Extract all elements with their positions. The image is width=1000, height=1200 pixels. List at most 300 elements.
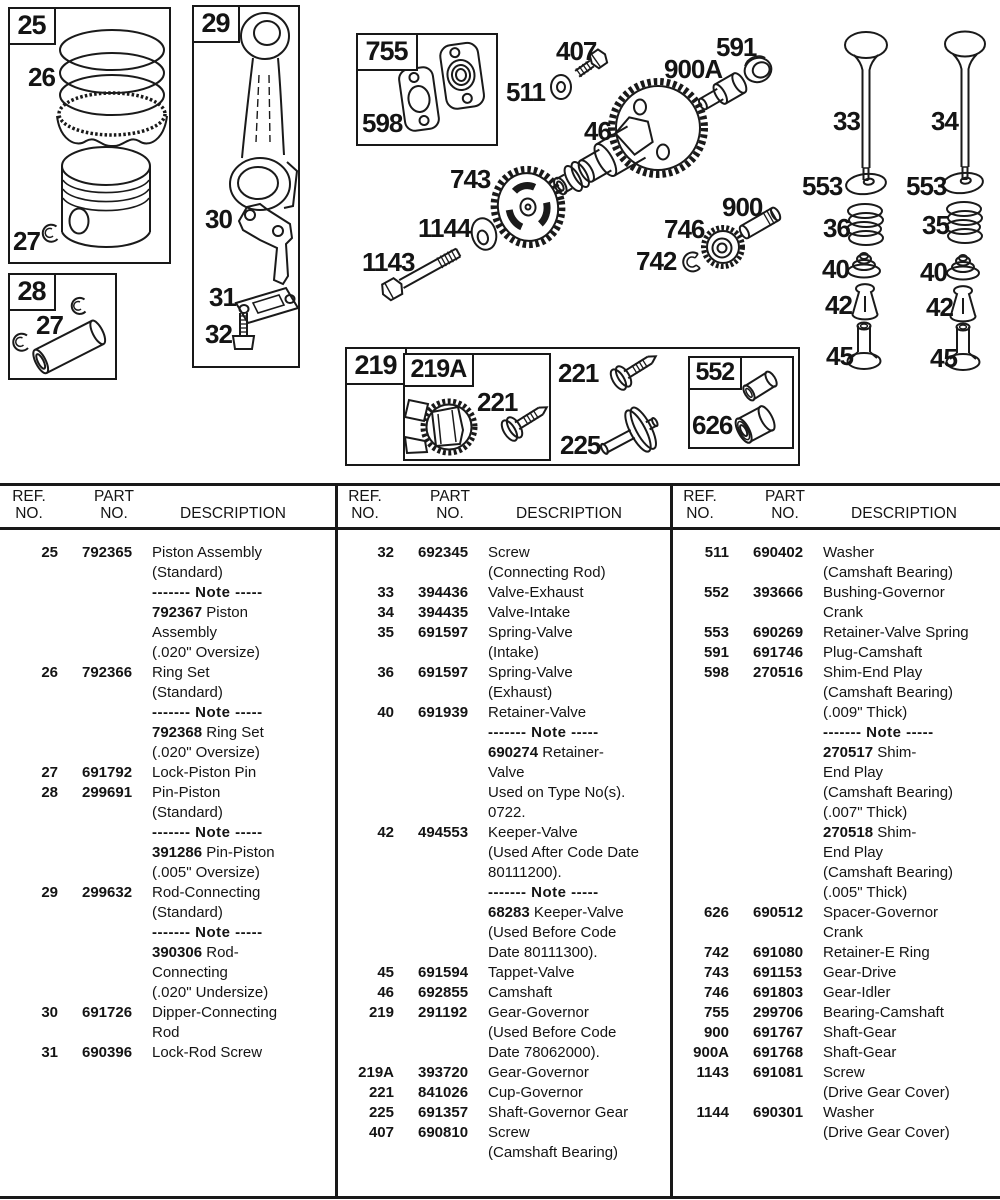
part-no-cell: 691153 (753, 964, 803, 981)
callout-42r: 42 (926, 292, 953, 322)
part-no-cell: 299706 (753, 1004, 804, 1021)
description-cell: 0722. (488, 804, 526, 821)
part-no-cell (418, 683, 480, 703)
valve-keeper-left-drawing (853, 284, 878, 319)
ref-no-cell: 900A (693, 1044, 729, 1061)
table-row (336, 1023, 672, 1043)
description-cell: Lock-Piston Pin (152, 764, 257, 781)
description-cell: 792367 Piston (152, 604, 248, 621)
ref-no-cell: 742 (703, 944, 729, 961)
ref-no-cell (0, 983, 58, 1003)
table-header-row (336, 488, 672, 522)
part-no-cell (82, 563, 144, 583)
callout-42l: 42 (825, 290, 852, 320)
description-cell: ------- Note ----- (152, 584, 263, 601)
description-cell: Gear-Governor (488, 1004, 589, 1021)
box-label-552: 552 (688, 356, 743, 390)
table-row (0, 583, 336, 603)
table-row (671, 563, 1000, 583)
ref-no-cell (336, 903, 394, 923)
ref-no-cell: 591 (703, 644, 729, 661)
part-no-cell (418, 763, 480, 783)
ref-no-cell: 219A (358, 1064, 394, 1081)
part-no-cell: 690269 (753, 624, 804, 641)
part-no-cell (418, 783, 480, 803)
description-cell: Date 78062000). (488, 1044, 600, 1061)
ref-no-cell (336, 783, 394, 803)
ref-no-cell (671, 723, 729, 743)
description-cell: (Camshaft Bearing) (823, 684, 954, 701)
callout-591: 591 (716, 32, 757, 62)
description-cell: (.020" Undersize) (152, 984, 269, 1001)
table-row (0, 543, 336, 563)
part-no-cell (82, 963, 144, 983)
table-row (336, 603, 672, 623)
box-label-25: 25 (8, 7, 56, 45)
ref-no-cell (671, 703, 729, 723)
description-cell: Spring-Valve (488, 624, 573, 641)
description-cell: End Play (823, 764, 884, 781)
valve-retainer-right-drawing (947, 255, 979, 280)
description-cell: Lock-Rod Screw (152, 1044, 263, 1061)
callout-40l: 40 (822, 254, 849, 284)
table-row (336, 943, 672, 963)
description-cell: 390306 Rod- (152, 944, 239, 961)
ref-no-cell (0, 823, 58, 843)
callout-26: 26 (28, 62, 55, 92)
table-row (336, 763, 672, 783)
description-cell: Gear-Drive (823, 964, 897, 981)
ref-no-cell: 36 (377, 664, 394, 681)
table-row (0, 663, 336, 683)
callout-225: 225 (560, 430, 601, 460)
description-cell: Retainer-E Ring (823, 944, 930, 961)
callout-45r: 45 (930, 343, 957, 373)
part-no-header: PART NO. (765, 488, 805, 522)
description-cell: (Used Before Code (488, 1024, 617, 1041)
part-no-cell (82, 743, 144, 763)
table-row (336, 643, 672, 663)
part-no-cell (753, 843, 815, 863)
table-header-row (671, 488, 1000, 522)
callout-743: 743 (450, 164, 491, 194)
table-row (671, 763, 1000, 783)
table-top-border (0, 483, 1000, 486)
ref-no-cell (0, 623, 58, 643)
ref-no-cell: 221 (368, 1084, 394, 1101)
description-cell: Dipper-Connecting (152, 1004, 278, 1021)
callout-626: 626 (692, 410, 733, 440)
part-no-cell: 299691 (82, 784, 133, 801)
ref-no-cell: 225 (368, 1104, 394, 1121)
ref-no-cell: 33 (377, 584, 394, 601)
intake-valve-spring-drawing (946, 202, 982, 243)
ref-no-cell: 29 (41, 884, 58, 901)
description-cell: Shim-End Play (823, 664, 923, 681)
callout-36: 36 (823, 213, 850, 243)
ref-no-cell (671, 863, 729, 883)
table-row (336, 663, 672, 683)
table-row (671, 1023, 1000, 1043)
callout-221a: 221 (477, 387, 518, 417)
ref-no-cell: 40 (377, 704, 394, 721)
description-header: DESCRIPTION (180, 505, 286, 522)
description-cell: ------- Note ----- (152, 704, 263, 721)
part-no-cell (753, 883, 815, 903)
table-row (671, 543, 1000, 563)
description-header: DESCRIPTION (851, 505, 957, 522)
table-row (671, 863, 1000, 883)
description-cell: Cup-Governor (488, 1084, 584, 1101)
part-no-cell: 494553 (418, 824, 469, 841)
table-row (0, 763, 336, 783)
description-cell: (Drive Gear Cover) (823, 1084, 950, 1101)
ref-no-cell (0, 863, 58, 883)
description-cell: Valve-Exhaust (488, 584, 584, 601)
table-row (671, 683, 1000, 703)
description-cell: Valve (488, 764, 525, 781)
description-cell: 80111200). (488, 864, 562, 881)
description-cell: Piston Assembly (152, 544, 263, 561)
table-row (0, 803, 336, 823)
ref-no-cell: 27 (41, 764, 58, 781)
table-row (336, 1103, 672, 1123)
table-row (671, 903, 1000, 923)
table-row (0, 783, 336, 803)
ref-no-cell (0, 743, 58, 763)
part-no-cell: 692345 (418, 544, 469, 561)
callout-553l: 553 (802, 171, 843, 201)
part-no-cell (82, 603, 144, 623)
part-no-cell: 692855 (418, 984, 469, 1001)
ref-no-cell: 34 (377, 604, 394, 621)
part-no-cell: 691767 (753, 1024, 804, 1041)
description-cell: Gear-Governor (488, 1064, 589, 1081)
callout-27b: 27 (36, 310, 63, 340)
callout-40r: 40 (920, 257, 947, 287)
ref-no-cell (0, 583, 58, 603)
ref-no-cell (0, 683, 58, 703)
valve-retainer-left-drawing (848, 253, 880, 278)
table-row (0, 643, 336, 663)
callout-45l: 45 (826, 341, 853, 371)
ref-no-cell: 28 (41, 784, 58, 801)
box-label-219: 219 (345, 347, 407, 385)
part-no-cell (418, 903, 480, 923)
part-no-cell: 792365 (82, 544, 133, 561)
ref-no-cell: 743 (703, 964, 729, 981)
table-row (0, 883, 336, 903)
description-cell: ------- Note ----- (152, 824, 263, 841)
part-no-cell: 691597 (418, 624, 469, 641)
part-no-cell (753, 823, 815, 843)
table-row (671, 723, 1000, 743)
part-no-cell (753, 723, 815, 743)
description-cell: Plug-Camshaft (823, 644, 923, 661)
part-no-cell: 691357 (418, 1104, 469, 1121)
table-row (671, 1063, 1000, 1083)
valve-keeper-right-drawing (951, 286, 976, 321)
ref-no-cell (671, 1123, 729, 1143)
description-cell: (Drive Gear Cover) (823, 1124, 950, 1141)
ref-no-cell: 900 (703, 1024, 729, 1041)
callout-598: 598 (362, 108, 403, 138)
table-row (671, 883, 1000, 903)
description-cell: Tappet-Valve (488, 964, 575, 981)
parts-column (336, 488, 672, 1163)
description-cell: Shaft-Governor Gear (488, 1104, 629, 1121)
ref-no-cell (336, 863, 394, 883)
description-cell: (.020" Oversize) (152, 644, 260, 661)
callout-1144: 1144 (418, 213, 471, 243)
table-row (671, 583, 1000, 603)
description-cell: (.020" Oversize) (152, 744, 260, 761)
valve-spring-retainer-left-drawing (845, 172, 887, 196)
table-row (671, 843, 1000, 863)
table-row (336, 583, 672, 603)
description-cell: (Camshaft Bearing) (823, 564, 954, 581)
ref-no-header: REF. NO. (348, 488, 382, 522)
ref-no-cell (0, 923, 58, 943)
description-cell: (Standard) (152, 684, 223, 701)
table-row (336, 743, 672, 763)
part-no-cell (418, 1143, 480, 1163)
description-cell: Used on Type No(s). (488, 784, 626, 801)
table-row (336, 843, 672, 863)
table-row (0, 823, 336, 843)
ref-no-cell (336, 923, 394, 943)
table-row (336, 683, 672, 703)
table-row (0, 983, 336, 1003)
table-row (671, 743, 1000, 763)
ref-no-cell (0, 843, 58, 863)
description-cell: (Camshaft Bearing) (823, 864, 954, 881)
ref-no-cell (0, 703, 58, 723)
ref-no-cell: 31 (41, 1044, 58, 1061)
ref-no-cell: 42 (377, 824, 394, 841)
part-no-cell (753, 803, 815, 823)
table-row (0, 723, 336, 743)
table-row (671, 643, 1000, 663)
table-row (0, 603, 336, 623)
description-cell: (Intake) (488, 644, 539, 661)
ref-no-cell (671, 823, 729, 843)
part-no-header: PART NO. (94, 488, 134, 522)
cam-bearing-washer-drawing (551, 75, 571, 99)
part-no-cell (753, 1123, 815, 1143)
description-cell: Screw (488, 1124, 530, 1141)
ref-no-cell (0, 723, 58, 743)
table-row (0, 1003, 336, 1023)
idler-gear-drawing (704, 228, 743, 267)
description-cell: (Used Before Code (488, 924, 617, 941)
callout-900: 900 (722, 192, 763, 222)
ref-no-cell: 45 (377, 964, 394, 981)
callout-221b: 221 (558, 358, 599, 388)
description-cell: (Camshaft Bearing) (823, 784, 954, 801)
ref-no-cell: 35 (377, 624, 394, 641)
table-row (0, 843, 336, 863)
description-cell: Washer (823, 544, 875, 561)
table-row (0, 623, 336, 643)
table-row (671, 663, 1000, 683)
part-no-cell: 690396 (82, 1044, 133, 1061)
callout-35: 35 (922, 210, 949, 240)
callout-46: 46 (584, 116, 611, 146)
description-cell: (Connecting Rod) (488, 564, 606, 581)
table-row (336, 883, 672, 903)
table-row (0, 1043, 336, 1063)
callout-1143: 1143 (362, 247, 415, 277)
table-row (671, 923, 1000, 943)
table-row (671, 1123, 1000, 1143)
part-no-cell: 691803 (753, 984, 804, 1001)
description-cell: Shaft-Gear (823, 1024, 897, 1041)
description-cell: (Standard) (152, 904, 223, 921)
ref-no-cell: 598 (703, 664, 729, 681)
part-no-cell: 690301 (753, 1104, 804, 1121)
table-row (671, 1083, 1000, 1103)
table-row (671, 943, 1000, 963)
part-no-cell: 691726 (82, 1004, 133, 1021)
part-no-cell (82, 803, 144, 823)
callout-553r: 553 (906, 171, 947, 201)
table-row (0, 963, 336, 983)
table-row (336, 723, 672, 743)
table-row (671, 963, 1000, 983)
table-row (0, 923, 336, 943)
part-no-cell: 691939 (418, 704, 469, 721)
description-cell: Ring Set (152, 664, 210, 681)
ref-no-cell (0, 963, 58, 983)
ref-no-cell: 552 (703, 584, 729, 601)
part-no-cell (753, 683, 815, 703)
description-cell: Connecting (152, 964, 228, 981)
part-no-cell (82, 943, 144, 963)
part-no-cell (753, 743, 815, 763)
ref-no-cell (336, 1023, 394, 1043)
description-cell: 391286 Pin-Piston (152, 844, 275, 861)
ref-no-cell (0, 1023, 58, 1043)
part-no-cell (418, 803, 480, 823)
description-cell: ------- Note ----- (152, 924, 263, 941)
table-row (336, 823, 672, 843)
ref-no-cell (336, 1043, 394, 1063)
description-cell: Screw (823, 1064, 865, 1081)
description-header: DESCRIPTION (516, 505, 622, 522)
ref-no-cell: 1144 (696, 1104, 729, 1121)
ref-no-cell (671, 743, 729, 763)
ref-no-cell (0, 603, 58, 623)
part-no-cell (82, 923, 144, 943)
description-cell: Washer (823, 1104, 875, 1121)
description-cell: ------- Note ----- (488, 724, 599, 741)
table-row (336, 783, 672, 803)
part-no-cell: 792366 (82, 664, 133, 681)
description-cell: Date 80111300). (488, 944, 598, 961)
table-row (671, 623, 1000, 643)
ref-no-cell (671, 923, 729, 943)
part-no-cell (418, 643, 480, 663)
part-no-cell: 291192 (418, 1004, 468, 1021)
description-cell: Retainer-Valve Spring (823, 624, 969, 641)
ref-no-cell: 1143 (696, 1064, 729, 1081)
description-cell: 68283 Keeper-Valve (488, 904, 624, 921)
ref-no-cell (671, 843, 729, 863)
part-no-cell: 393720 (418, 1064, 469, 1081)
description-cell: Keeper-Valve (488, 824, 578, 841)
part-no-cell (753, 923, 815, 943)
e-ring-drawing (683, 252, 700, 271)
part-no-cell (82, 643, 144, 663)
ref-no-cell: 219 (368, 1004, 394, 1021)
description-cell: Camshaft (488, 984, 553, 1001)
description-cell: (Standard) (152, 564, 223, 581)
description-cell: ------- Note ----- (823, 724, 934, 741)
part-no-cell: 394436 (418, 584, 469, 601)
ref-no-cell (671, 683, 729, 703)
description-cell: 270518 Shim- (823, 824, 917, 841)
box-label-29: 29 (192, 5, 240, 43)
ref-no-cell (336, 683, 394, 703)
table-row (336, 1083, 672, 1103)
ref-no-header: REF. NO. (683, 488, 717, 522)
description-cell: Crank (823, 604, 864, 621)
table-row (336, 863, 672, 883)
callout-32: 32 (205, 319, 232, 349)
table-row (336, 983, 672, 1003)
part-no-cell: 841026 (418, 1084, 469, 1101)
ref-no-cell (671, 763, 729, 783)
table-row (336, 903, 672, 923)
part-no-cell (82, 823, 144, 843)
table-row (336, 1043, 672, 1063)
drive-gear-drawing (488, 164, 568, 251)
table-row (671, 983, 1000, 1003)
ref-no-cell: 553 (703, 624, 729, 641)
part-no-cell: 691746 (753, 644, 804, 661)
part-no-cell (753, 603, 815, 623)
part-no-cell (753, 863, 815, 883)
ref-no-cell (336, 643, 394, 663)
ref-no-cell (671, 783, 729, 803)
ref-no-cell (336, 843, 394, 863)
callout-27a: 27 (13, 226, 40, 256)
description-cell: Valve-Intake (488, 604, 571, 621)
table-row (336, 543, 672, 563)
table-row (0, 563, 336, 583)
part-no-cell (418, 1023, 480, 1043)
part-no-cell: 691792 (82, 764, 133, 781)
table-row (671, 1103, 1000, 1123)
table-row (0, 703, 336, 723)
ref-no-cell (671, 1083, 729, 1103)
description-cell: 690274 Retainer- (488, 744, 604, 761)
table-row (671, 1003, 1000, 1023)
part-no-cell (82, 1023, 144, 1043)
description-cell: (.007" Thick) (823, 804, 908, 821)
table-row (336, 1143, 672, 1163)
description-cell: Spring-Valve (488, 664, 573, 681)
description-cell: (.005" Thick) (823, 884, 908, 901)
callout-900a: 900A (664, 54, 723, 84)
part-no-cell (753, 783, 815, 803)
description-cell: Rod (152, 1024, 180, 1041)
ref-no-cell (336, 883, 394, 903)
table-row (0, 683, 336, 703)
table-row (336, 623, 672, 643)
parts-rows (336, 543, 672, 1163)
